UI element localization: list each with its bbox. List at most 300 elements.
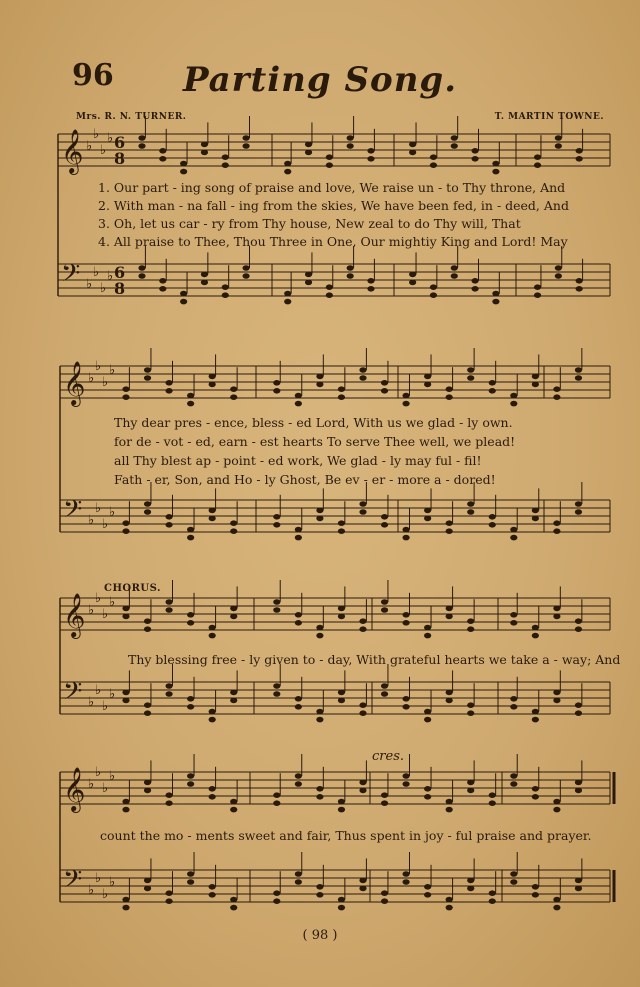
note-head [316, 709, 323, 715]
note-head [187, 401, 194, 407]
note-head [230, 807, 237, 813]
page-number: ( 98 ) [302, 928, 338, 943]
time-signature-bottom: 8 [114, 279, 126, 298]
note-head [122, 528, 129, 534]
bass-clef: 𝄢 [63, 495, 83, 530]
note-head [532, 709, 539, 715]
flat-sign: ♭ [93, 127, 100, 142]
flat-sign: ♭ [95, 501, 102, 516]
note-head [381, 890, 388, 896]
treble-clef: 𝄞 [63, 361, 86, 405]
note-head [451, 273, 458, 279]
note-head [381, 388, 388, 394]
flat-sign: ♭ [95, 871, 102, 886]
note-head [316, 717, 323, 723]
note-head [138, 135, 145, 141]
note-head [367, 156, 374, 162]
note-head [273, 607, 280, 613]
note-head [424, 786, 431, 792]
flat-sign: ♭ [109, 363, 116, 378]
note-head [402, 620, 409, 626]
note-head [338, 394, 345, 400]
note-head [381, 691, 388, 697]
note-head [367, 148, 374, 154]
note-head [359, 886, 366, 892]
note-head [347, 143, 354, 149]
note-head [575, 509, 582, 515]
note-head [492, 299, 499, 305]
note-head [451, 265, 458, 271]
note-head [273, 388, 280, 394]
note-head [338, 807, 345, 813]
note-head [209, 516, 216, 522]
note-head [159, 148, 166, 154]
note-head [284, 291, 291, 297]
note-head [489, 380, 496, 386]
note-head [467, 702, 474, 708]
note-head [359, 501, 366, 507]
note-head [424, 633, 431, 639]
note-head [402, 781, 409, 787]
note-head [575, 626, 582, 632]
note-head [222, 284, 229, 290]
hymn-number: 96 [72, 58, 114, 93]
note-head [295, 871, 302, 877]
note-head [430, 154, 437, 160]
note-head [122, 614, 129, 620]
composer-credit: T. MARTIN TOWNE. [494, 112, 604, 122]
note-head [338, 386, 345, 392]
note-head [165, 599, 172, 605]
note-head [446, 897, 453, 903]
note-head [209, 892, 216, 898]
flat-sign: ♭ [109, 875, 116, 890]
chorus-line-2: count the mo - ments sweet and fair, Thus spent in joy - ful praise and prayer. [100, 828, 592, 843]
note-head [187, 879, 194, 885]
note-head [242, 143, 249, 149]
flat-sign: ♭ [95, 591, 102, 606]
bass-clef: 𝄢 [61, 259, 81, 294]
note-head [553, 520, 560, 526]
note-head [575, 788, 582, 794]
note-head [295, 879, 302, 885]
note-head [209, 625, 216, 631]
note-head [165, 792, 172, 798]
note-head [273, 683, 280, 689]
note-head [553, 386, 560, 392]
note-head [555, 143, 562, 149]
note-head [381, 792, 388, 798]
note-head [338, 614, 345, 620]
note-head [209, 717, 216, 723]
note-head [510, 527, 517, 533]
note-head [510, 535, 517, 541]
note-head [489, 898, 496, 904]
note-head [295, 527, 302, 533]
note-head [122, 386, 129, 392]
note-head [381, 800, 388, 806]
note-head [492, 169, 499, 175]
note-head [424, 508, 431, 514]
verse-4-line-2: Fath - er, Son, and Ho - ly Ghost, Be ev - er - more a - dored! [114, 472, 496, 487]
note-head [326, 154, 333, 160]
verse-1-line-2: Thy dear pres - ence, bless - ed Lord, With us we glad - ly own. [114, 415, 513, 430]
note-head [575, 367, 582, 373]
note-head [359, 618, 366, 624]
note-head [532, 374, 539, 380]
note-head [359, 878, 366, 884]
note-head [409, 272, 416, 278]
note-head [316, 794, 323, 800]
note-head [316, 382, 323, 388]
note-head [489, 792, 496, 798]
note-head [402, 401, 409, 407]
note-head [295, 393, 302, 399]
note-head [230, 799, 237, 805]
flat-sign: ♭ [109, 769, 116, 784]
note-head [489, 800, 496, 806]
note-head [222, 154, 229, 160]
note-head [424, 625, 431, 631]
note-head [209, 794, 216, 800]
note-head [402, 879, 409, 885]
note-head [347, 265, 354, 271]
note-head [144, 710, 151, 716]
lyricist-credit: Mrs. R. N. TURNER. [76, 112, 187, 122]
note-head [359, 702, 366, 708]
note-head [381, 898, 388, 904]
note-head [165, 683, 172, 689]
note-head [209, 508, 216, 514]
note-head [451, 135, 458, 141]
note-head [402, 871, 409, 877]
note-head [553, 394, 560, 400]
note-head [209, 633, 216, 639]
note-head [381, 683, 388, 689]
flat-sign: ♭ [107, 269, 114, 284]
note-head [284, 299, 291, 305]
note-head [222, 162, 229, 168]
note-head [165, 898, 172, 904]
time-signature-bottom: 8 [114, 149, 126, 168]
note-head [424, 709, 431, 715]
note-head [575, 501, 582, 507]
flat-sign: ♭ [102, 607, 109, 622]
note-head [165, 890, 172, 896]
note-head [553, 799, 560, 805]
note-head [295, 781, 302, 787]
note-head [467, 501, 474, 507]
note-head [316, 884, 323, 890]
flat-sign: ♭ [109, 595, 116, 610]
flat-sign: ♭ [107, 131, 114, 146]
note-head [144, 702, 151, 708]
note-head [144, 375, 151, 381]
note-head [467, 367, 474, 373]
note-head [510, 620, 517, 626]
time-signature-top: 6 [114, 133, 126, 152]
note-head [201, 272, 208, 278]
note-head [471, 278, 478, 284]
note-head [489, 890, 496, 896]
note-head [510, 879, 517, 885]
note-head [338, 698, 345, 704]
note-head [295, 535, 302, 541]
note-head [209, 374, 216, 380]
note-head [510, 401, 517, 407]
note-head [180, 161, 187, 167]
note-head [424, 382, 431, 388]
note-head [165, 388, 172, 394]
note-head [467, 626, 474, 632]
note-head [555, 265, 562, 271]
note-head [381, 599, 388, 605]
note-head [338, 690, 345, 696]
note-head [510, 781, 517, 787]
note-head [575, 702, 582, 708]
note-head [144, 878, 151, 884]
note-head [338, 897, 345, 903]
note-head [446, 690, 453, 696]
flat-sign: ♭ [88, 883, 95, 898]
note-head [144, 501, 151, 507]
flat-sign: ♭ [88, 777, 95, 792]
note-head [187, 704, 194, 710]
note-head [467, 375, 474, 381]
flat-sign: ♭ [102, 517, 109, 532]
note-head [555, 273, 562, 279]
note-head [138, 273, 145, 279]
note-head [402, 393, 409, 399]
note-head [489, 522, 496, 528]
note-head [159, 286, 166, 292]
note-head [144, 626, 151, 632]
note-head [430, 284, 437, 290]
flat-sign: ♭ [109, 505, 116, 520]
note-head [510, 871, 517, 877]
note-head [165, 380, 172, 386]
verse-2-line-2: for de - vot - ed, earn - est hearts To serve Thee well, we plead! [114, 434, 516, 449]
note-head [122, 520, 129, 526]
note-head [489, 514, 496, 520]
note-head [165, 514, 172, 520]
note-head [180, 169, 187, 175]
note-head [402, 535, 409, 541]
note-head [201, 142, 208, 148]
flat-sign: ♭ [100, 143, 107, 158]
flat-sign: ♭ [95, 683, 102, 698]
note-head [471, 286, 478, 292]
note-head [316, 516, 323, 522]
flat-sign: ♭ [86, 277, 93, 292]
note-head [534, 154, 541, 160]
note-head [273, 514, 280, 520]
note-head [295, 773, 302, 779]
note-head [532, 633, 539, 639]
note-head [446, 606, 453, 612]
note-head [409, 150, 416, 156]
note-head [230, 606, 237, 612]
flat-sign: ♭ [95, 765, 102, 780]
note-head [381, 380, 388, 386]
note-head [467, 788, 474, 794]
note-head [430, 292, 437, 298]
note-head [532, 794, 539, 800]
note-head [534, 284, 541, 290]
note-head [201, 150, 208, 156]
note-head [230, 698, 237, 704]
note-head [144, 509, 151, 515]
note-head [446, 394, 453, 400]
note-head [187, 535, 194, 541]
note-head [326, 292, 333, 298]
note-head [467, 618, 474, 624]
note-head [467, 509, 474, 515]
note-head [201, 280, 208, 286]
note-head [122, 698, 129, 704]
note-head [187, 871, 194, 877]
note-head [492, 291, 499, 297]
note-head [230, 690, 237, 696]
note-head [381, 514, 388, 520]
note-head [555, 135, 562, 141]
note-head [467, 878, 474, 884]
note-head [575, 618, 582, 624]
bass-clef: 𝄢 [63, 865, 83, 900]
note-head [273, 792, 280, 798]
flat-sign: ♭ [88, 371, 95, 386]
verse-2-line-1: 2. With man - na fall - ing from the skies, We have been fed, in - deed, And [98, 198, 569, 213]
note-head [575, 886, 582, 892]
note-head [576, 156, 583, 162]
note-head [316, 374, 323, 380]
note-head [381, 607, 388, 613]
note-head [316, 625, 323, 631]
note-head [305, 142, 312, 148]
note-head [326, 162, 333, 168]
note-head [122, 394, 129, 400]
note-head [532, 516, 539, 522]
note-head [316, 633, 323, 639]
note-head [451, 143, 458, 149]
note-head [295, 704, 302, 710]
note-head [359, 375, 366, 381]
flat-sign: ♭ [88, 603, 95, 618]
note-head [402, 704, 409, 710]
note-head [446, 807, 453, 813]
chorus-label: CHORUS. [104, 583, 161, 594]
hymn-title: Parting Song. [182, 60, 458, 100]
note-head [242, 265, 249, 271]
note-head [381, 522, 388, 528]
note-head [284, 161, 291, 167]
verse-4-line-1: 4. All praise to Thee, Thou Three in One, Our mightiy King and Lord! May [98, 234, 568, 249]
note-head [553, 690, 560, 696]
note-head [295, 696, 302, 702]
note-head [359, 780, 366, 786]
note-head [273, 898, 280, 904]
note-head [230, 897, 237, 903]
time-signature-top: 6 [114, 263, 126, 282]
flat-sign: ♭ [102, 699, 109, 714]
note-head [553, 528, 560, 534]
note-head [187, 612, 194, 618]
note-head [338, 905, 345, 911]
note-head [273, 800, 280, 806]
note-head [553, 905, 560, 911]
chorus-line-1: Thy blessing free - ly given to - day, With grateful hearts we take a - way; And [128, 652, 621, 667]
note-head [424, 516, 431, 522]
note-head [273, 890, 280, 896]
note-head [575, 878, 582, 884]
verse-3-line-1: 3. Oh, let us car - ry from Thy house, New zeal to do Thy will, That [98, 216, 521, 231]
treble-clef: 𝄞 [63, 593, 86, 637]
note-head [138, 265, 145, 271]
crescendo-marking: cres. [372, 749, 404, 764]
note-head [446, 698, 453, 704]
note-head [122, 606, 129, 612]
note-head [122, 905, 129, 911]
flat-sign: ♭ [109, 687, 116, 702]
note-head [532, 884, 539, 890]
note-head [553, 807, 560, 813]
flat-sign: ♭ [95, 359, 102, 374]
note-head [122, 807, 129, 813]
note-head [402, 612, 409, 618]
note-head [402, 527, 409, 533]
note-head [553, 897, 560, 903]
note-head [576, 148, 583, 154]
note-head [532, 786, 539, 792]
note-head [446, 905, 453, 911]
note-head [187, 773, 194, 779]
note-head [446, 614, 453, 620]
note-head [138, 143, 145, 149]
note-head [209, 884, 216, 890]
note-head [209, 382, 216, 388]
note-head [359, 626, 366, 632]
note-head [242, 135, 249, 141]
note-head [576, 278, 583, 284]
note-head [510, 612, 517, 618]
flat-sign: ♭ [102, 887, 109, 902]
note-head [230, 386, 237, 392]
note-head [316, 892, 323, 898]
note-head [446, 386, 453, 392]
note-head [316, 508, 323, 514]
note-head [510, 704, 517, 710]
note-head [359, 710, 366, 716]
note-head [295, 612, 302, 618]
note-head [534, 162, 541, 168]
note-head [347, 273, 354, 279]
note-head [367, 278, 374, 284]
note-head [532, 382, 539, 388]
note-head [284, 169, 291, 175]
note-head [402, 696, 409, 702]
note-head [159, 156, 166, 162]
note-head [338, 528, 345, 534]
note-head [180, 299, 187, 305]
note-head [467, 710, 474, 716]
note-head [295, 401, 302, 407]
note-head [159, 278, 166, 284]
note-head [144, 780, 151, 786]
note-head [273, 691, 280, 697]
note-head [492, 161, 499, 167]
note-head [424, 884, 431, 890]
note-head [424, 374, 431, 380]
